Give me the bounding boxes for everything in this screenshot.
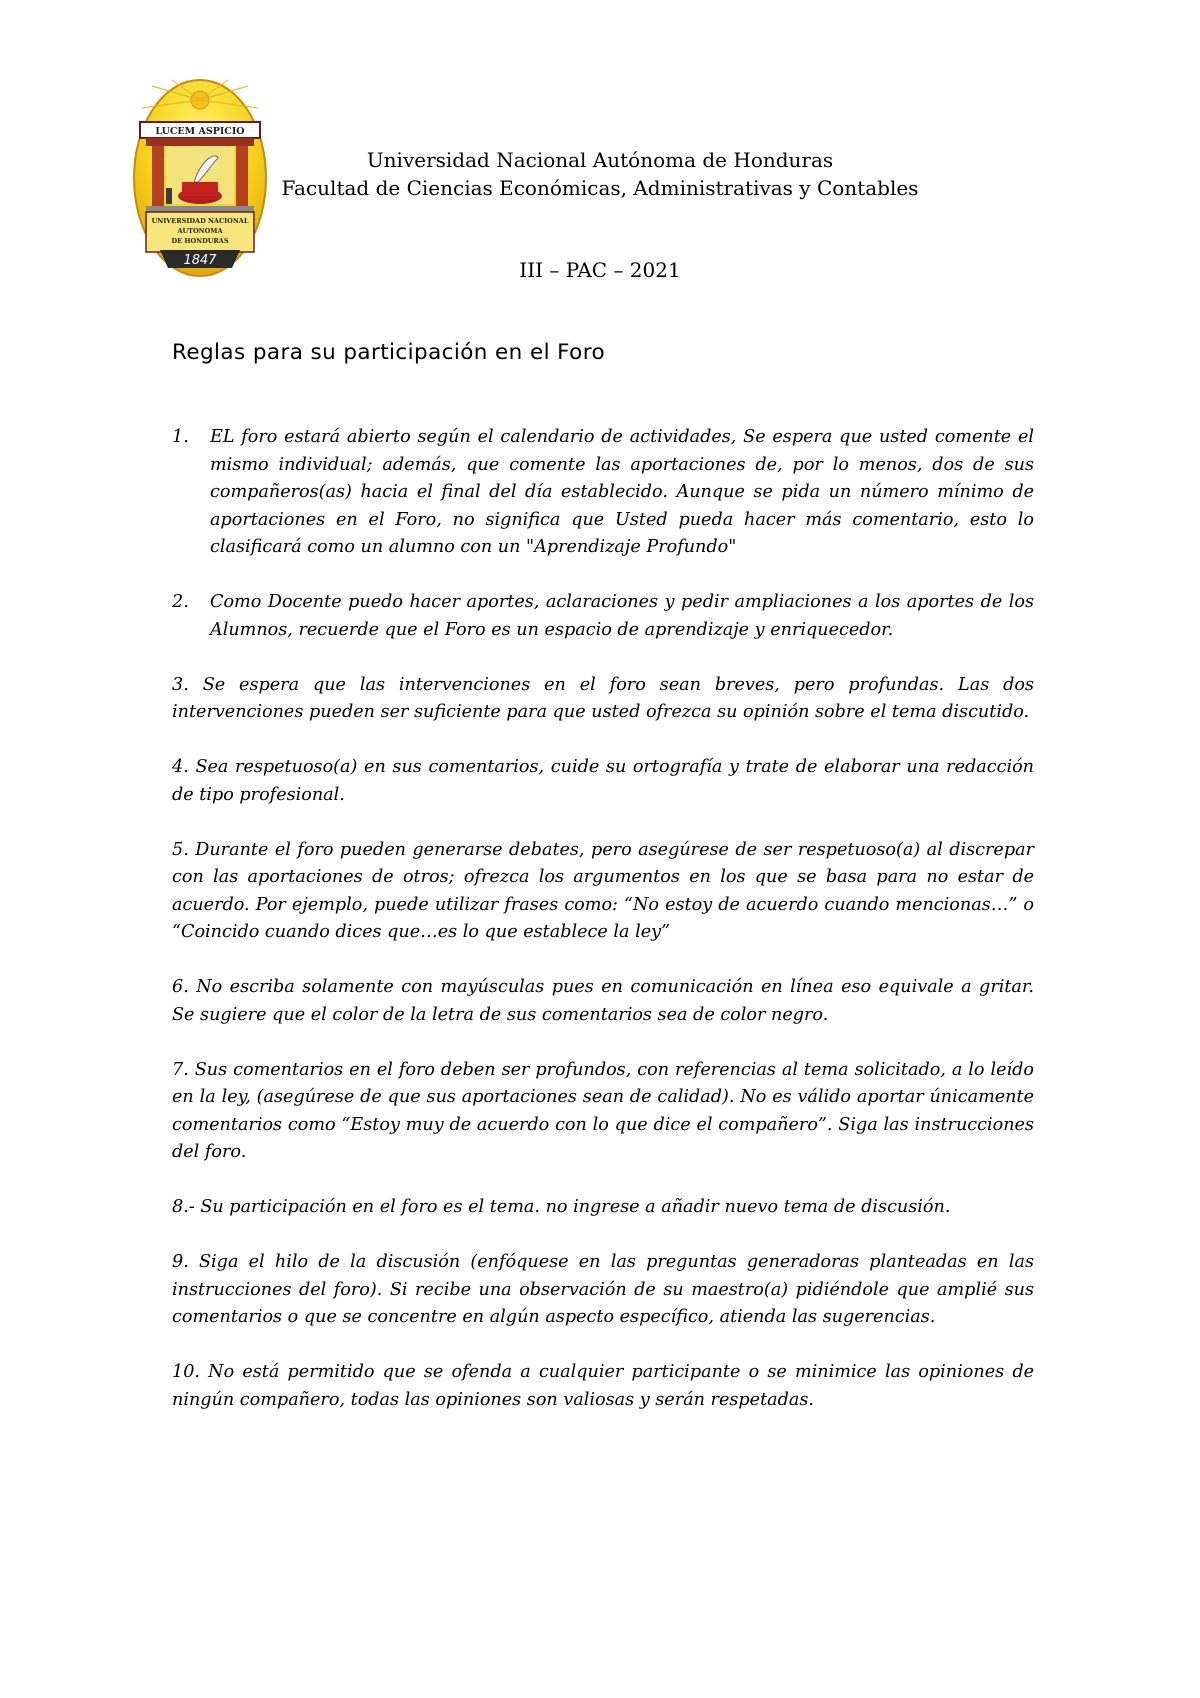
- rule-item-8: [172, 1194, 1034, 1222]
- rule-number: 7.: [172, 1059, 195, 1080]
- rule-item-7: [172, 1057, 1034, 1167]
- rule-text: Sea respetuoso(a) en sus comentarios, cuide su ortografía y trate de elaborar una redacción de tipo profesional.: [172, 757, 1034, 805]
- rule-item-10: [172, 1359, 1034, 1414]
- rule-item-2: [172, 589, 1034, 644]
- rule-number: 3.: [172, 674, 203, 695]
- seal-motto: LUCEM ASPICIO: [155, 126, 245, 137]
- rule-text: No está permitido que se ofenda a cualquier participante o se minimice las opiniones de ningún compañero, todas las opiniones son valiosas y serán respetadas.: [172, 1362, 1034, 1410]
- rule-number: 1.: [172, 427, 189, 447]
- rules-list: [172, 424, 1034, 1442]
- rule-number: 8.-: [172, 1197, 201, 1217]
- faculty-name: Facultad de Ciencias Económicas, Administrativas y Contables: [281, 176, 919, 200]
- rule-text: Su participación en el foro es el tema. no ingrese a añadir nuevo tema de discusión.: [200, 1197, 951, 1217]
- page-title: Reglas para su participación en el Foro: [172, 340, 606, 365]
- rule-text: Siga el hilo de la discusión (enfóquese en las preguntas generadoras planteadas en las instrucciones del foro). Si recibe una observación de su maestro(a) pidiéndole que amplié sus comentarios o que se concentre en algún aspecto específico, atienda las sugerencias.: [172, 1252, 1034, 1327]
- rule-item-5: [172, 837, 1034, 947]
- university-name: Universidad Nacional Autónoma de Honduras: [366, 148, 834, 172]
- rule-number: 10.: [172, 1362, 209, 1382]
- rule-text: No escriba solamente con mayúsculas pues en comunicación en línea eso equivale a gritar. Se sugiere que el color de la letra de sus comentarios sea de color negro.: [172, 977, 1034, 1025]
- seal-name-line-2: AUTONOMA: [177, 227, 223, 235]
- rule-number: 5.: [172, 839, 196, 860]
- rule-item-4: [172, 754, 1034, 809]
- rule-text: Como Docente puedo hacer aportes, aclaraciones y pedir ampliaciones a los aportes de los Alumnos, recuerde que el Foro es un espacio de aprendizaje y enriquecedor.: [210, 592, 1034, 640]
- rule-text: Se espera que las intervenciones en el foro sean breves, pero profundas. Las dos intervenciones pueden ser suficiente para que usted ofrezca su opinión sobre el tema discutido.: [172, 674, 1034, 722]
- rule-item-3: [172, 672, 1034, 727]
- rule-text: Durante el foro pueden generarse debates, pero asegúrese de ser respetuoso(a) al discrepar con las aportaciones de otros; ofrezca los argumentos en los que se basa para no estar de acuerdo. Por ejemplo, puede utilizar frases como: “No estoy de acuerdo cuando mencionas…” o “Coincido cuando dices que…es lo que establece la ley”: [172, 839, 1034, 942]
- rule-number: 6.: [172, 977, 197, 997]
- rule-item-1: [172, 424, 1034, 562]
- rule-text: EL foro estará abierto según el calendario de actividades, Se espera que usted comente el mismo individual; además, que comente las aportaciones de, por lo menos, dos de sus compañeros(as) hacia el final del día establecido. Aunque se pida un número mínimo de aportaciones en el Foro, no significa que Usted pueda hacer más comentario, esto lo clasificará como un alumno con un "Aprendizaje Profundo": [210, 427, 1034, 557]
- rule-number: 2.: [172, 592, 189, 612]
- rule-item-9: [172, 1249, 1034, 1332]
- seal-name-line-3: DE HONDURAS: [171, 237, 229, 245]
- rule-number: 4.: [172, 757, 196, 777]
- seal-year: 1847: [183, 253, 217, 268]
- rule-number: 9.: [172, 1252, 199, 1272]
- seal-name-line-1: UNIVERSIDAD NACIONAL: [151, 217, 249, 225]
- rule-item-6: [172, 974, 1034, 1029]
- rule-text: Sus comentarios en el foro deben ser profundos, con referencias al tema solicitado, a lo leído en la ley, (asegúrese de que sus aportaciones sean de calidad). No es válido aportar únicamente comentarios como “Estoy muy de acuerdo con lo que dice el compañero”. Siga las instrucciones del foro.: [172, 1059, 1034, 1162]
- academic-term: III – PAC – 2021: [519, 258, 681, 282]
